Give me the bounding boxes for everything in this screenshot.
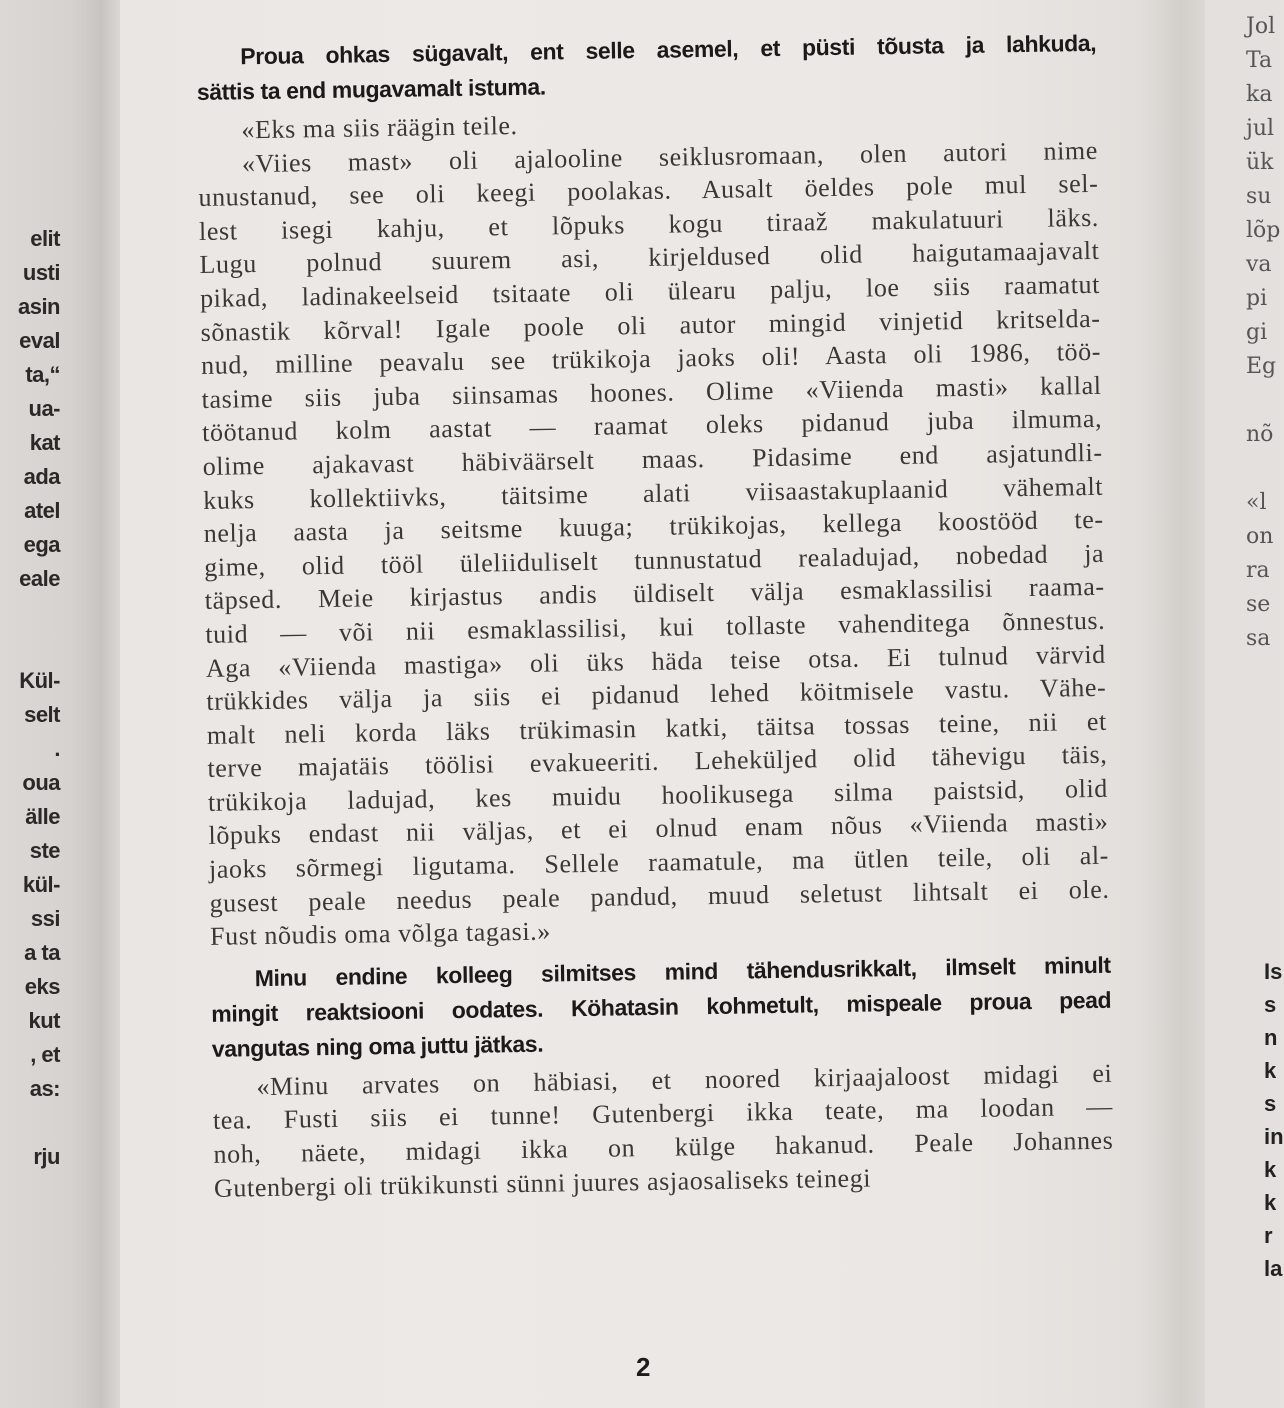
text-fragment	[0, 596, 60, 630]
text-fragment: eale	[19, 566, 60, 591]
text-fragment: Jol	[1246, 14, 1276, 39]
text-fragment: sa	[1246, 626, 1271, 651]
text-line: tea. Fusti siis ei tunne! Gutenbergi ikka teate, ma loodan —	[212, 1092, 1114, 1136]
text-line: tuid — või nii esmaklassilisi, kui tollaste vahenditega õnnestus.	[205, 605, 1106, 649]
text-fragment: älle	[25, 804, 60, 829]
paragraph-quote	[198, 133, 1111, 953]
text-fragment: kut	[28, 1008, 60, 1033]
text-fragment: n	[1264, 1025, 1278, 1050]
text-line: unustanud, see oli keegi poolakas. Ausalt öeldes pole mul sel-	[198, 169, 1099, 213]
page-body	[196, 26, 1114, 1205]
text-fragment: ste	[29, 838, 60, 863]
text-fragment: r	[1264, 1223, 1273, 1248]
paragraph-bold	[210, 948, 1112, 1067]
text-fragment: ka	[1246, 82, 1273, 107]
text-fragment: gi	[1246, 320, 1268, 345]
text-line: sõnastik kõrval! Igale poole oli autor mingid vinjetid kritselda-	[200, 303, 1101, 347]
text-line: gusest peale needus peale pandud, muud seletust lihtsalt ei ole.	[209, 874, 1110, 918]
text-line: kuks kollektiivks, täitsime alati viisaastakuplaanid vähemalt	[202, 471, 1104, 515]
text-fragment: elit	[30, 226, 60, 251]
text-line: mingit reaktsiooni oodates. Köhatasin kohmetult, mispeale proua pead	[211, 986, 1112, 1027]
text-fragment	[1246, 384, 1280, 418]
text-line: Aga «Viienda mastiga» oli üks häda teise otsa. Ei tulnud värvid	[205, 639, 1106, 683]
text-line: vangutas ning oma juttu jätkas.	[211, 1030, 544, 1062]
text-fragment: asin	[17, 294, 60, 319]
page-number: 2	[636, 1352, 651, 1382]
text-fragment: ssi	[30, 906, 60, 931]
book-gutter-right	[1140, 0, 1210, 1408]
text-line: «Eks ma siis räägin teile.	[241, 110, 518, 145]
text-line: lest isegi kahju, et lõpuks kogu tiraaž makulatuuri läks.	[198, 202, 1100, 246]
text-line: täpsed. Meie kirjastus andis üldiselt välja esmaklassilisi raama-	[204, 572, 1105, 616]
text-fragment: se	[1246, 592, 1271, 617]
text-line: töötanud kolm aastat — raamat oleks pidanud juba ilmuma,	[201, 404, 1103, 448]
left-page	[0, 0, 100, 1408]
text-fragment: as:	[29, 1076, 60, 1101]
text-line: Gutenbergi oli trükikunsti sünni juures asjaosaliseks teinegi	[213, 1163, 872, 1203]
text-fragment: oua	[22, 770, 60, 795]
text-fragment: rju	[33, 1144, 60, 1169]
text-line: pikad, ladinakeelseid tsitaate oli ülearu palju, loe siis raamatut	[199, 269, 1101, 313]
left-page-text-fragments	[0, 222, 60, 1174]
text-fragment: selt	[24, 702, 60, 727]
text-fragment: ua-	[28, 396, 60, 421]
text-fragment: Ta	[1246, 48, 1273, 73]
text-line: «Viies mast» oli ajalooline seiklusromaan, olen autori nime	[241, 135, 1099, 178]
text-line: lõpuks endast nii väljas, et ei olnud enam nõus «Viienda masti»	[208, 807, 1109, 851]
text-line: jaoks sõrmegi ligutama. Sellele raamatule, ma ütlen teile, oli al-	[208, 840, 1110, 884]
text-line: nelja aasta ja seitsme kuuga; trükikojas, kellega koostööd te-	[203, 504, 1104, 549]
text-fragment: in	[1264, 1124, 1284, 1149]
text-line: «Minu arvates on häbiasi, et noored kirjaajaloost midagi ei	[256, 1058, 1113, 1102]
text-fragment: ada	[23, 464, 60, 489]
text-line: trükkides välja ja siis ei pidanud lehed köitmisele vastu. Vähe-	[206, 672, 1107, 717]
text-fragment: on	[1246, 524, 1274, 549]
text-line: Lugu polnud suurem asi, kirjeldused olid haigutamaajavalt	[199, 236, 1100, 280]
text-fragment: , et	[30, 1042, 60, 1067]
text-fragment: kül-	[22, 872, 60, 897]
right-page-sans-fragments	[1264, 955, 1284, 1285]
text-fragment: .	[54, 736, 60, 761]
text-fragment: ra	[1246, 558, 1270, 583]
text-fragment	[0, 1106, 60, 1140]
text-fragment: Eg	[1246, 354, 1277, 379]
text-fragment: jul	[1246, 116, 1275, 141]
text-line: malt neli korda läks trükimasin katki, täitsa tossas teine, nii et	[206, 706, 1108, 750]
text-line: sättis ta end mugavamalt istuma.	[196, 73, 546, 105]
text-fragment: pi	[1246, 286, 1268, 311]
text-fragment: eval	[19, 328, 60, 353]
text-fragment: s	[1264, 992, 1277, 1017]
text-fragment: «l	[1246, 490, 1267, 515]
text-fragment: eks	[24, 974, 60, 999]
text-fragment: su	[1246, 184, 1272, 209]
text-fragment: Is	[1264, 959, 1283, 984]
text-fragment: ta,“	[25, 362, 60, 387]
text-line: tasime siis juba siinsamas hoones. Olime «Viienda masti» kallal	[201, 370, 1102, 414]
text-fragment	[1246, 452, 1280, 486]
text-fragment: a ta	[24, 940, 60, 965]
text-fragment: ega	[23, 532, 60, 557]
text-fragment: Kül-	[19, 668, 60, 693]
text-fragment: va	[1246, 252, 1272, 277]
text-line: gime, olid tööl üleliiduliselt tunnustatud realadujad, nobedad ja	[204, 538, 1105, 582]
text-line: terve majatäis töölisi evakueeriti. Leheküljed olid tähevigu täis,	[207, 740, 1108, 784]
text-fragment: k	[1264, 1190, 1277, 1215]
text-fragment: kat	[29, 430, 60, 455]
text-line: nud, milline peavalu see trükikoja jaoks oli! Aasta oli 1986, töö-	[200, 336, 1102, 381]
text-fragment: la	[1264, 1256, 1283, 1281]
text-line: noh, näete, midagi ikka on külge hakanud. Peale Johannes	[213, 1125, 1114, 1169]
text-fragment: k	[1264, 1058, 1277, 1083]
text-line: Minu endine kolleeg silmitses mind tähendusrikkalt, ilmselt minult	[254, 951, 1111, 992]
text-line: trükikoja ladujad, kes muidu hoolikusega silma paistsid, olid	[207, 773, 1109, 817]
text-line: Proua ohkas sügavalt, ent selle asemel, et püsti tõusta ja lahkuda,	[240, 29, 1097, 70]
paragraph-quote	[212, 1057, 1114, 1205]
text-fragment	[0, 630, 60, 664]
text-fragment: k	[1264, 1157, 1277, 1182]
text-fragment: nõ	[1246, 422, 1274, 447]
text-fragment: lõp	[1246, 218, 1281, 243]
paragraph-bold	[196, 26, 1097, 110]
text-fragment: usti	[22, 260, 60, 285]
text-line: Fust nõudis oma võlga tagasi.»	[209, 916, 552, 952]
text-fragment: s	[1264, 1091, 1277, 1116]
text-line: olime ajakavast häbiväärselt maas. Pidasime end asjatundli-	[202, 437, 1103, 481]
right-page-serif-fragments	[1246, 10, 1280, 656]
text-fragment: ük	[1246, 150, 1274, 175]
text-fragment: atel	[24, 498, 60, 523]
